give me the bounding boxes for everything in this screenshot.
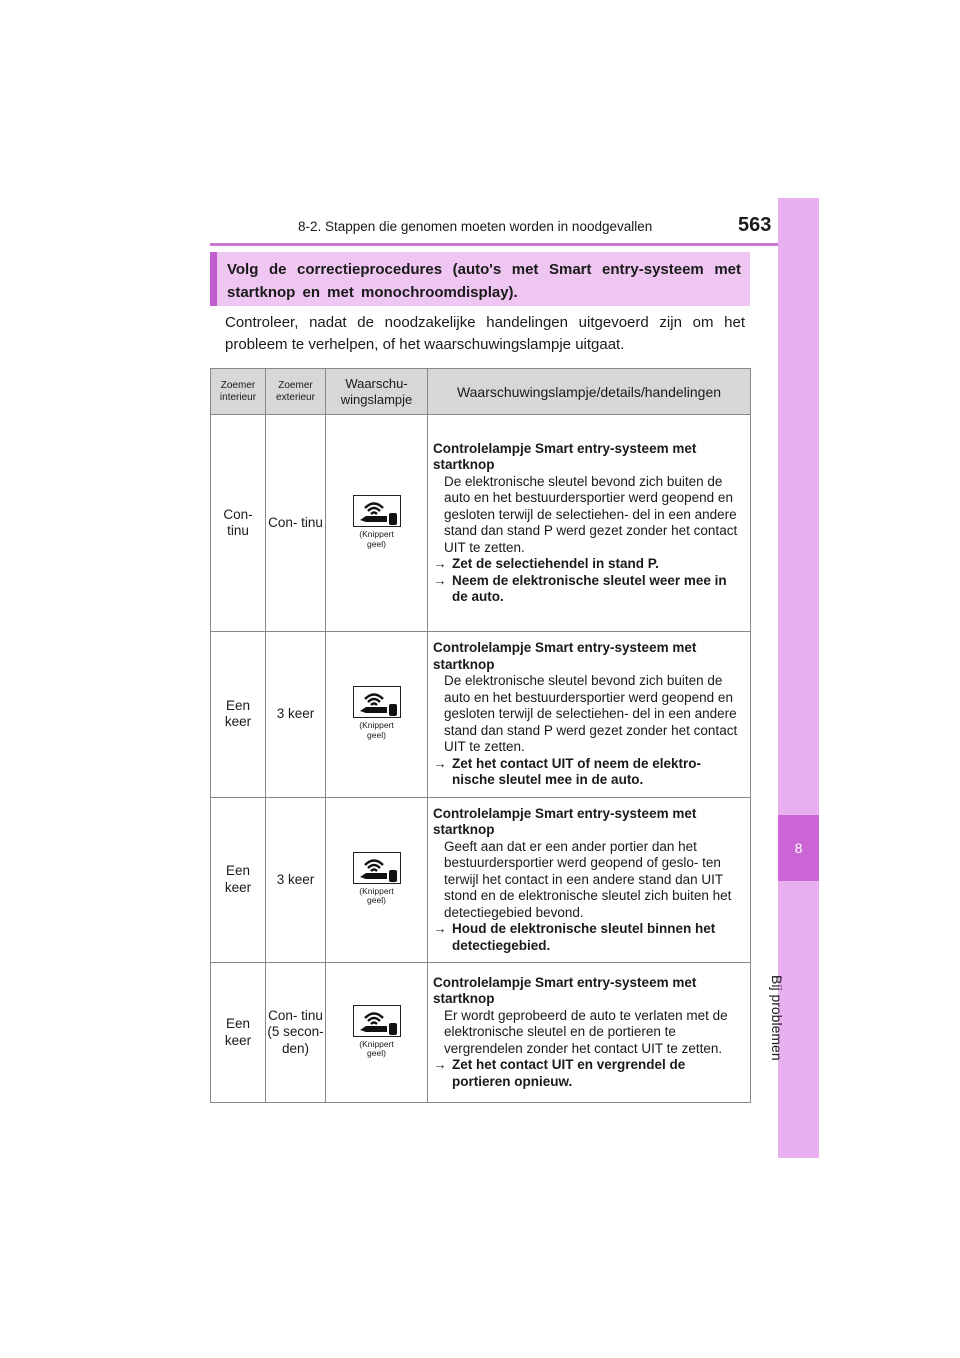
arrow-icon: → [433,556,447,571]
blink-note: (Knippert geel) [359,885,394,906]
arrow-icon: → [433,921,447,936]
blink-note: (Knippert geel) [359,529,394,549]
warning-light-cell [326,632,428,798]
side-chapter-number: 8 [778,815,819,881]
detail-description: De elektronische sleutel bevond zich buiten de auto en het bestuurdersportier werd geopend en gesloten terwijl de selectiehen- del in een andere stand dan stand P werd gezet zonder het contact UIT te zetten. [444,473,738,555]
header-warning-light: Waarschu- wingslampje [326,369,428,415]
smart-key-warning-icon [353,1005,401,1037]
smart-key-warning-icon [353,495,401,527]
interior-buzzer-cell: Een keer [211,797,266,963]
detail-action: → Zet de selectiehendel in stand P. [433,556,659,571]
detail-action: → Houd de elektronische sleutel binnen het detectiegebied. [433,921,716,953]
section-heading: Volg de correctieprocedures (auto's met Smart entry-systeem met startknop en met monochroomdisplay). [210,252,750,306]
exterior-buzzer-cell: Con- tinu (5 secon- den) [266,963,326,1103]
interior-buzzer-cell: Con- tinu [211,415,266,632]
detail-title: Controlelampje Smart entry-systeem met startknop [433,805,697,837]
interior-buzzer-cell: Een keer [211,632,266,798]
warning-light-cell [326,963,428,1103]
table-row [211,797,751,963]
table-row [211,963,751,1103]
detail-description: De elektronische sleutel bevond zich buiten de auto en het bestuurdersportier werd geopend en gesloten terwijl de selectiehen- del in een andere stand dan stand P werd gezet zonder het contact UIT te zetten. [444,673,738,754]
table-header-row [211,369,751,415]
interior-buzzer-cell: Een keer [211,963,266,1103]
table-row [211,632,751,798]
details-cell [428,797,751,963]
detail-title: Controlelampje Smart entry-systeem met startknop [433,440,697,472]
smart-key-warning-icon [353,852,401,884]
exterior-buzzer-cell: 3 keer [266,797,326,963]
blink-note: (Knippert geel) [359,1038,394,1058]
header-details: Waarschuwingslampje/details/handelingen [428,369,751,415]
header-interior-buzzer: Zoemer interieur [211,369,266,415]
detail-title: Controlelampje Smart entry-systeem met startknop [433,640,697,672]
details-cell [428,632,751,798]
exterior-buzzer-cell: 3 keer [266,632,326,798]
warning-light-cell [326,797,428,963]
arrow-icon: → [433,755,447,771]
details-cell [428,415,751,632]
page-number: 563 [738,214,772,236]
smart-key-warning-icon [353,686,401,718]
header-divider [210,243,818,246]
details-cell [428,963,751,1103]
intro-paragraph: Controleer, nadat de noodzakelijke handelingen uitgevoerd zijn om het probleem te verhelpen, of het waarschuwingslampje uitgaat. [225,314,745,353]
detail-action: → Zet het contact UIT en vergrendel de portieren opnieuw. [433,1057,686,1089]
arrow-icon: → [433,572,447,588]
detail-description: Er wordt geprobeerd de auto te verlaten met de elektronische sleutel en de portieren te vergrendelen zonder het contact UIT te zetten. [444,1007,728,1056]
warning-light-cell [326,415,428,632]
detail-action: → Neem de elektronische sleutel weer mee in de auto. [433,572,727,604]
chapter-title: 8-2. Stappen die genomen moeten worden in noodgevallen [298,219,653,234]
side-chapter-label: Bij problemen [769,975,785,1061]
blink-note: (Knippert geel) [359,720,394,740]
exterior-buzzer-cell: Con- tinu [266,415,326,632]
arrow-icon: → [433,1057,447,1073]
detail-action: → Zet het contact UIT of neem de elektro- nische sleutel mee in de auto. [433,755,702,787]
warning-table [210,368,751,1103]
table-row [211,415,751,632]
detail-title: Controlelampje Smart entry-systeem met startknop [433,974,697,1007]
header-exterior-buzzer: Zoemer exterieur [266,369,326,415]
detail-description: Geeft aan dat er een ander portier dan het bestuurdersportier werd geopend of geslo- ten terwijl het contact in een andere stand dan UIT stond en de elektronische sleutel zich buiten het detectiegebied bevond. [444,838,732,920]
